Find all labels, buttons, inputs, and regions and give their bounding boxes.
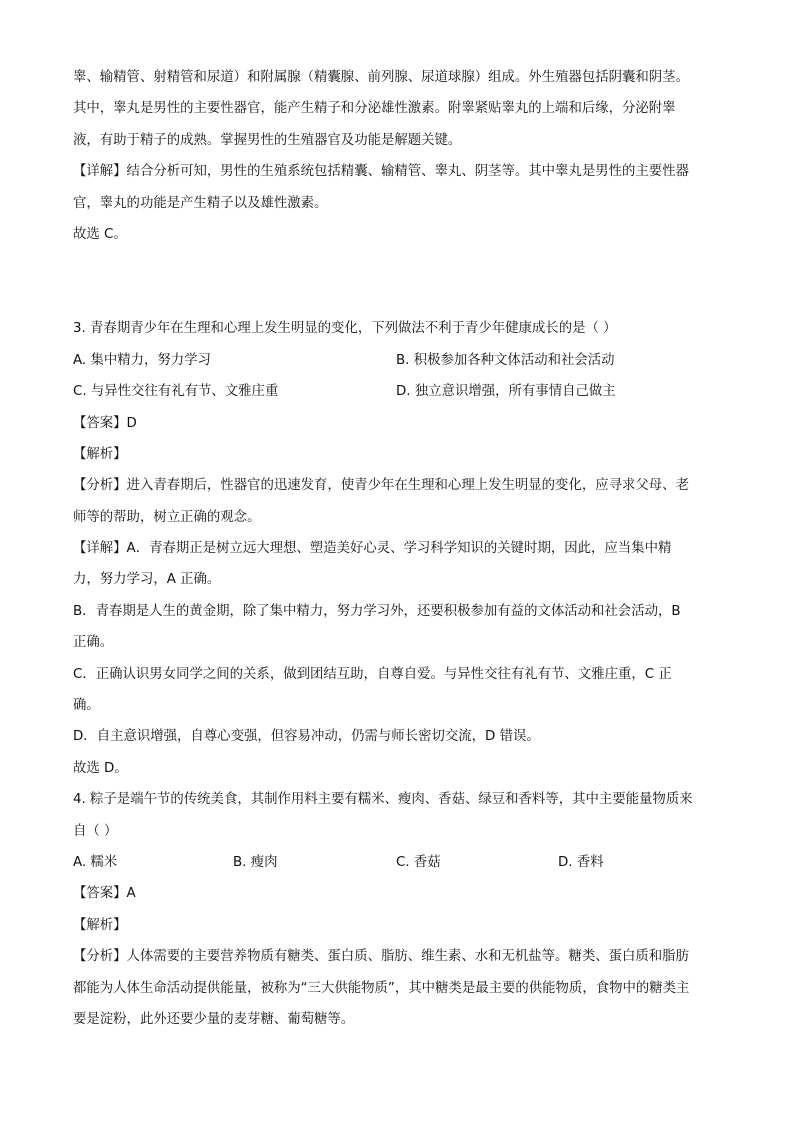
option-c: C. 与异性交往有礼有节、文雅庄重: [73, 384, 279, 400]
text-line: 【分析】进入青春期后，性器官的迅速发育，使青少年在生理和心理上发生明显的变化，应寻求父母、老: [73, 478, 689, 494]
previous-question-explanation: [73, 62, 723, 250]
text-line: 睾、输精管、射精管和尿道）和附属腺（精囊腺、前列腺、尿道球腺）组成。外生殖器包括阴囊和阴茎。: [73, 70, 689, 85]
option-c: C. 香菇: [396, 854, 441, 870]
question-stem: 自（ ）: [73, 823, 118, 839]
answer-label: 【答案】A: [73, 886, 136, 902]
text-line: 都能为人体生命活动提供能量，被称为“三大供能物质”，其中糖类是最主要的供能物质，食物中的糖类主: [73, 980, 690, 996]
option-a: A. 集中精力，努力学习: [73, 352, 211, 368]
text-line: 【详解】结合分析可知，男性的生殖系统包括精囊、输精管、睾丸、阴茎等。其中睾丸是男性的主要性器: [73, 164, 689, 180]
text-line: 其中，睾丸是男性的主要性器官，能产生精子和分泌雄性激素。附睾紧贴睾丸的上端和后缘，分泌附睾: [73, 101, 676, 117]
question-stem: 4. 粽子是端午节的传统美食，其制作用料主要有糯米、瘦肉、香菇、绿豆和香料等，其中主要能量物质来: [73, 792, 693, 808]
text-line: B．青春期是人生的黄金期，除了集中精力，努力学习外，还要积极参加有益的文体活动和社会活动，B: [73, 603, 681, 619]
option-d: D. 独立意识增强，所有事情自己做主: [396, 384, 616, 400]
text-line: 确。: [73, 698, 100, 714]
text-line: D．自主意识增强，自尊心变强，但容易冲动，仍需与师长密切交流，D 错误。: [73, 729, 540, 745]
analysis-label: 【解析】: [73, 446, 127, 462]
option-row: [73, 847, 723, 878]
question-4: [73, 784, 723, 1035]
answer-label: 【答案】D: [73, 415, 137, 431]
final-choice: 故选 D。: [73, 760, 128, 776]
text-line: 要是淀粉，此外还要少量的麦芽糖、葡萄糖等。: [73, 1011, 355, 1027]
text-line: 液，有助于精子的成熟。掌握男性的生殖器官及功能是解题关键。: [73, 132, 462, 148]
option-d: D. 香料: [558, 854, 604, 870]
text-line: 正确。: [73, 635, 114, 651]
text-line: 师等的帮助，树立正确的观念。: [73, 509, 261, 525]
document-page: [73, 62, 723, 1035]
option-b: B. 积极参加各种文体活动和社会活动: [396, 352, 615, 368]
question-3: [73, 313, 723, 784]
text-line: 【详解】A．青春期正是树立远大理想、塑造美好心灵、学习科学知识的关键时期，因此，应当集中精: [73, 541, 672, 557]
section-gap: [73, 250, 723, 313]
text-line: C．正确认识男女同学之间的关系，做到团结互助，自尊自爱。与异性交往有礼有节、文雅庄重，C 正: [73, 666, 672, 682]
final-choice: 故选 C。: [73, 226, 127, 242]
option-row: [73, 345, 723, 376]
text-line: 官，睾丸的功能是产生精子以及雄性激素。: [73, 195, 328, 211]
option-row: [73, 376, 723, 407]
question-stem: 3. 青春期青少年在生理和心理上发生明显的变化，下列做法不利于青少年健康成长的是（ ）: [73, 321, 617, 337]
analysis-label: 【解析】: [73, 917, 127, 933]
text-line: 力，努力学习，A 正确。: [73, 572, 221, 588]
text-line: 【分析】人体需要的主要营养物质有糖类、蛋白质、脂肪、维生素、水和无机盐等。糖类、蛋白质和脂肪: [73, 949, 689, 965]
option-a: A. 糯米: [73, 854, 118, 870]
option-b: B. 瘦肉: [233, 854, 278, 870]
